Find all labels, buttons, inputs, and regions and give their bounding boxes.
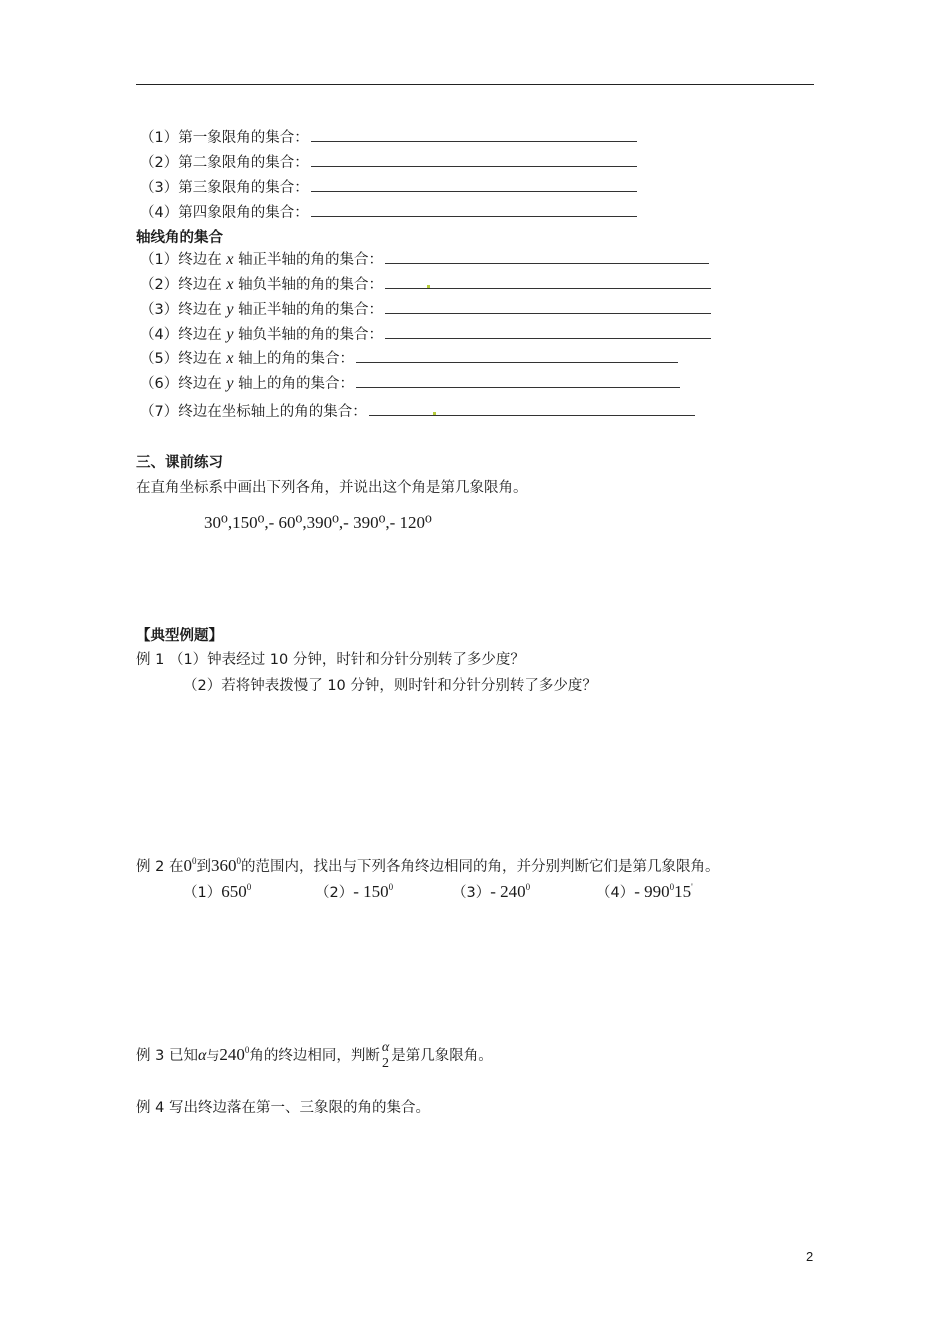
- example-1-line-1: 例 1 （1）钟表经过 10 分钟，时针和分针分别转了多少度？: [136, 652, 525, 668]
- answer-blank[interactable]: [356, 374, 680, 388]
- answer-blank[interactable]: [369, 402, 695, 416]
- answer-blank[interactable]: [311, 178, 637, 192]
- example-2-item-3: （3）- $240^0$: [452, 882, 531, 901]
- header-rule: [136, 84, 814, 85]
- axis-set-7: （7）终边在坐标轴上的角的集合：: [140, 402, 695, 422]
- marker-dot: [427, 285, 430, 288]
- examples-heading: 【典型例题】: [136, 628, 223, 644]
- quadrant-set-4: （4）第四象限角的集合：: [140, 203, 637, 223]
- section-3-instruction: 在直角坐标系中画出下列各角，并说出这个角是第几象限角。: [136, 480, 528, 496]
- answer-blank[interactable]: [385, 275, 711, 289]
- example-2-prompt: 例 2 在$0^0$到$360^0$的范围内，找出与下列各角终边相同的角，并分别判断它们是第几象限角。: [136, 856, 720, 875]
- answer-blank[interactable]: [311, 153, 637, 167]
- angle-list: 30⁰,150⁰,- 60⁰,390⁰,- 390⁰,- 120⁰: [204, 513, 432, 532]
- answer-blank[interactable]: [385, 325, 711, 339]
- example-2-item-1: $(1)650^0$: [183, 882, 252, 901]
- axis-set-2: （2）终边在 x 轴负半轴的角的集合：: [140, 275, 711, 295]
- alpha-over-2-fraction: α 2: [381, 1040, 390, 1071]
- axis-set-4: （4）终边在 y 轴负半轴的角的集合：: [140, 325, 711, 345]
- marker-dot: [433, 412, 436, 415]
- section-3-heading: 三、课前练习: [136, 455, 223, 471]
- answer-blank[interactable]: [311, 203, 637, 217]
- axis-set-1: （1）终边在 x 轴正半轴的角的集合：: [140, 250, 709, 270]
- quadrant-set-1: （1）第一象限角的集合：: [140, 128, 637, 148]
- axis-set-3: （3）终边在 y 轴正半轴的角的集合：: [140, 300, 711, 320]
- page-number: 2: [806, 1249, 814, 1264]
- answer-blank[interactable]: [311, 128, 637, 142]
- answer-blank[interactable]: [385, 250, 709, 264]
- axis-set-5: （5）终边在 x 轴上的角的集合：: [140, 349, 678, 369]
- axis-heading: 轴线角的集合: [136, 230, 223, 246]
- example-2-item-2: （2）- $150^0$: [315, 882, 394, 901]
- quadrant-set-2: （2）第二象限角的集合：: [140, 153, 637, 173]
- answer-blank[interactable]: [356, 349, 678, 363]
- example-1-line-2: （2）若将钟表拨慢了 10 分钟，则时针和分针分别转了多少度？: [183, 678, 597, 694]
- example-4: 例 4 写出终边落在第一、三象限的角的集合。: [136, 1100, 430, 1116]
- example-3: 例 3 已知α与$240^0$角的终边相同，判断 α 2 是第几象限角。: [136, 1040, 493, 1071]
- answer-blank[interactable]: [385, 300, 711, 314]
- axis-set-6: （6）终边在 y 轴上的角的集合：: [140, 374, 680, 394]
- example-2-item-4: （4）- $990^015'$: [596, 882, 693, 901]
- quadrant-set-3: （3）第三象限角的集合：: [140, 178, 637, 198]
